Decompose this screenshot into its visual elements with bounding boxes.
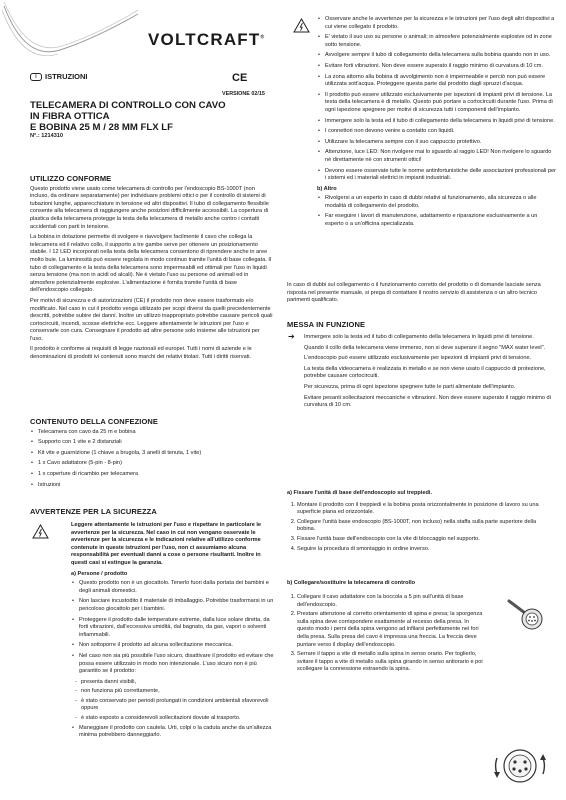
safety-item: • Nel caso non sia più possibile l'uso sicuro, disattivare il prodotto ed evitare che possa essere utilizzato in modo non intenzionale. L'uso sicuro non è più garantito se il prodotto: [79, 653, 274, 676]
contents-item: • Istruzioni [38, 482, 274, 490]
section-use [30, 175, 274, 365]
contents-item: • Supporto con 1 vite e 2 distanziali [38, 439, 274, 447]
heading-setup: MESSA IN FUNZIONE [287, 320, 366, 329]
safety-item: • I connettori non devono venire a contatto con liquidi. [325, 128, 557, 136]
safety-intro: Leggere attentamente le istruzioni per l'uso e rispettare in particolare le avvertenze per la sicurezza. Nel caso in cui non vengano osservate le avvertenze per la sicurezza e le indicazioni relative all'utilizzo conforme contenute in queste istruzioni per l'uso, non ci assumiamo alcuna responsabilità per eventuali danni a cose o persone risultanti. Inoltre in questi casi si estingue la garanzia. [71, 522, 262, 566]
brand-swoosh-graphic [0, 0, 140, 60]
setup-part-b-heading-wrap [287, 580, 553, 588]
safety-dash-item: - presenta danni visibili, [81, 679, 274, 687]
setup-step: 4. Seguire la procedura di smontaggio in ordine inverso. [297, 546, 553, 554]
setup-step: 1. Collegare il cavo adattatore con la boccola a 5 pin sull'unità di base dell'endoscopio. [297, 594, 487, 609]
safety-subheading-a: a) Persone / prodotto [71, 570, 128, 577]
brand-logo: VOLTCRAFT® [148, 30, 266, 49]
safety-item: • Avvolgere sempre il tubo di collegamento della telecamera sulla bobina quando non in uso. [325, 52, 557, 60]
setup-paragraph: Quando il collo della telecamera viene immerso, non si deve superare il segno "MAX water level". [304, 344, 546, 351]
safety-dash-item: - è stato conservato per periodi prolungati in condizioni ambientali sfavorevoli oppure [81, 698, 274, 713]
safety-item: • Non lasciare incustodito il materiale di imballaggio. Potrebbe trasformarsi in un pericoloso giocattolo per i bambini. [79, 598, 274, 613]
instructions-label: i ISTRUZIONI [30, 72, 88, 81]
warning-icon [293, 18, 310, 33]
setup-subheading-a: a) Fissare l'unità di base dell'endoscopio sul treppiedi. [287, 490, 433, 496]
section-setup [287, 321, 553, 329]
safety-item: • La zona attorno alla bobina di avvolgimento non è impermeabile e perciò non può essere utilizzata sott'acqua. Proteggere questa parte dal prodotto dagli spruzzi d'acqua. [325, 74, 557, 89]
safety-item: • Immergere solo la testa ed il tubo di collegamento della telecamera in liquidi privi di tensione. [325, 118, 557, 126]
setup-part-b [287, 594, 487, 676]
use-paragraph: Il prodotto è conforme ai requisiti di legge nazionali ed europei. Tutti i nomi di aziende e le denominazioni di prodotti ivi contenuti sono marchi dei relativi titolari. Tutti i diritti riservati. [30, 346, 252, 361]
setup-paragraph: La testa della videocamera è realizzata in metallo e se non viene usato il cappuccio di protezione, potrebbe causare cortocircuiti. [304, 365, 546, 380]
setup-step: 2. Collegare l'unità base endoscopio (BS-1000T, non incluso) nella staffa sulla parte superiore della bobina. [297, 519, 553, 534]
item-number: N°.: 1214310 [30, 133, 64, 139]
safety-item: • Utilizzare la telecamera sempre con il suo cappuccio protettivo. [325, 139, 557, 147]
arrow-right-icon: ➔ [288, 332, 295, 341]
setup-paragraph: Immergere solo la testa ed il tubo di collegamento della telecamera in liquidi privi di tensione. [304, 334, 534, 340]
safety-dash-item: - è stato esposto a considerevoli sollecitazioni dovute al trasporto. [81, 715, 274, 723]
connector-illustration [505, 595, 549, 639]
section-contents [30, 418, 274, 492]
safety-item: • Far eseguire i lavori di manutenzione, adattamento e riparazione esclusivamente a un esperto o a un'officina specializzata. [325, 213, 557, 228]
safety-item: • Maneggiare il prodotto con cautela. Urti, colpi o la caduta anche da un'altezza minima potrebbero danneggiarlo. [79, 725, 274, 740]
safety-dash-item: - non funziona più correttamente, [81, 688, 274, 696]
safety-item: • Attenzione, luce LED: Non rivolgere mai lo sguardo al raggio LED! Non rivolgere lo sguardo nè direttamente nè con strumenti ottici! [325, 149, 557, 164]
safety-item: • Evitare forti vibrazioni. Non deve essere superato il raggio minimo di curvatura di 10 cm. [325, 63, 557, 71]
safety-item: • Non sottoporre il prodotto ad alcuna sollecitazione meccanica. [79, 642, 274, 650]
safety-closing: In caso di dubbi sul collegamento o il funzionamento corretto del prodotto o di domande lasciate senza risposta nel presente manuale, si prega di contattare il nostro servizio di assistenza o un altro tecnico parimenti qualificato. [287, 282, 541, 304]
right-safety-list [317, 16, 557, 232]
contents-item: • Telecamera con cavo da 25 m e bobina [38, 429, 274, 437]
info-icon: i [30, 73, 42, 81]
setup-step: 2. Prestare attenzione al corretto orientamento di spina e presa; la sporgenza sulla spina deve corrispondere esattamente al recesso della presa. In questo modo i perni della spina vengono ad infilarsi perfettamente nei fori della presa. Sulla presa del cavo è impressa una freccia. La freccia deve puntare verso il display dell'endoscopio. [297, 611, 487, 649]
contents-item: • Kit vite e guarnizione (1 chiave a brugola, 3 anelli di tenuta, 1 vite) [38, 450, 274, 458]
setup-notes [304, 334, 554, 413]
plug-rotation-illustration [487, 738, 553, 794]
section-safety [30, 508, 274, 516]
setup-step: 3. Fissare l'unità base dell'endoscopio con la vite di bloccaggio nel supporto. [297, 536, 553, 544]
safety-body [71, 522, 274, 743]
heading-safety: AVVERTENZE PER LA SICUREZZA [30, 507, 157, 516]
setup-part-a [287, 490, 553, 555]
safety-item: • Proteggere il prodotto dalle temperature estreme, dalla luce solare diretta, da forti vibrazioni, dall'eccessiva umidità, dal bagnato, da gas, vapori o solventi infiammabili. [79, 617, 274, 640]
use-paragraph: La bobina in dotazione permette di svolgere e riavvolgere facilmente il cavo che collega la telecamera ed il relativo collo, il supporto a tre gambe serve per ottenere un posizionamento stabile. I 12 LED incorporati nella testa della telecamera consentono di riprendere anche in aree molto buie. La luminosità può essere regolata in modo continuo tramite l'unità di base collegata. Il tubo di collegamento e la testa della telecamera sono impermeabili ed ottimali per l'uso in liquidi senza tensione (ma non in acidi od alcali). Ne è vietato l'uso su persone od animali ed in atmosfere potenzialmente esplosive. L'alimentazione è fornita tramite l'unità di base dell'endoscopio collegato. [30, 234, 272, 294]
setup-step: 1. Montare il prodotto con il treppiedi e la bobina posta orizzontalmente in posizione di lavoro su una superficie piana ed orizzontale. [297, 502, 553, 517]
ce-mark: CE [232, 72, 248, 84]
safety-item: • Rivolgersi a un esperto in caso di dubbi relativi al funzionamento, alla sicurezza o alle modalità di collegamento del prodotto. [325, 195, 557, 210]
use-paragraph: Per motivi di sicurezza e di autorizzazioni (CE) il prodotto non deve essere trasformato e/o modificato. Nel caso in cui il prodotto venga utilizzato per scopi diversi da quelli precedentemente descritti, potrebbe subire dei danni. Inoltre un utilizzo inappropriato potrebbe causare pericoli quali cortocircuiti, incendi, scosse elettriche ecc. Leggere attentamente le istruzioni per l'uso e conservarle con cura. Consegnare il prodotto ad altre persone solo insieme alle istruzioni per l'uso. [30, 297, 273, 342]
safety-item: • Questo prodotto non è un giocattolo. Tenerlo fuori dalla portata dei bambini e degli animali domestici. [79, 580, 274, 595]
safety-item: • Osservare anche le avvertenze per la sicurezza e le istruzioni per l'uso degli altri dispositivi a cui viene collegato il prodotto. [325, 16, 557, 31]
contents-item: • 1 x Cavo adattatore (5-pin - 8-pin) [38, 460, 274, 468]
heading-use: UTILIZZO CONFORME [30, 174, 112, 183]
heading-contents: CONTENUTO DELLA CONFEZIONE [30, 417, 159, 426]
version-label: VERSIONE 02/15 [222, 91, 265, 97]
warning-icon [32, 524, 49, 539]
page-title: TELECAMERA DI CONTROLLO CON CAVO IN FIBRA OTTICA E BOBINA 25 M / 28 MM FLX LF [30, 100, 226, 134]
use-paragraph: Questo prodotto viene usato come telecamera di controllo per l'endoscopio BS-1000T (non incluso, da ordinare separatamente) per individuare problemi ottici o per il controllo di sistemi di tubazioni lunghe, apparecchiature in tensione ed altri dispositivi. Il tubo di collegamento flessibile consente alla telecamera di raggiungere anche posizioni difficilmente accessibili. La copertura di plastica della telecamera protegge la testa della telecamera di metallo anche contro i contatti accidentali con parti in tensione. [30, 185, 269, 230]
setup-paragraph: Evitare pesanti sollecitazioni meccaniche e vibrazioni. Non deve essere superato il raggio minimo di curvatura di 10 cm. [304, 394, 551, 409]
setup-paragraph: Per sicurezza, prima di ogni ispezione spegnere tutte le parti alimentate dell'impianto. [304, 383, 516, 390]
setup-subheading-b: b) Collegare/sostituire la telecamera di controllo [287, 580, 416, 586]
setup-paragraph: L'endoscopio può essere utilizzato esclusivamente per ispezioni di impianti privi di tensione. [304, 355, 532, 362]
safety-item: • Il prodotto può essere utilizzato esclusivamente per ispezioni di impianti privi di tensione. La testa della telecamera è di metallo. Questo può portare a cortocircuiti durante l'uso. Prima di ogni ispezione spegnere per motivi di sicurezza tutti i componenti dell'impianto. [325, 92, 557, 115]
safety-item: • E' vietato il suo uso su persone o animali; in atmosfere potenzialmente esplosive od in zone sotto tensione. [325, 34, 557, 49]
setup-step: 3. Serrare il tappo a vite di metallo sulla spina in senso orario. Per toglierlo, svitare il tappo a vite di metallo sulla spina girando in senso antiorario e poi scollegare la connessione estraendo la spina. [297, 651, 487, 674]
contents-item: • 1 x coperture di ricambio per telecamera [38, 471, 274, 479]
safety-subheading-b: b) Altro [317, 185, 337, 192]
safety-item: • Devono essere osservate tutte le norme antinfortunistiche delle associazioni professionali per i sistemi ed i materiali elettrici in impianti industriali. [325, 168, 557, 183]
